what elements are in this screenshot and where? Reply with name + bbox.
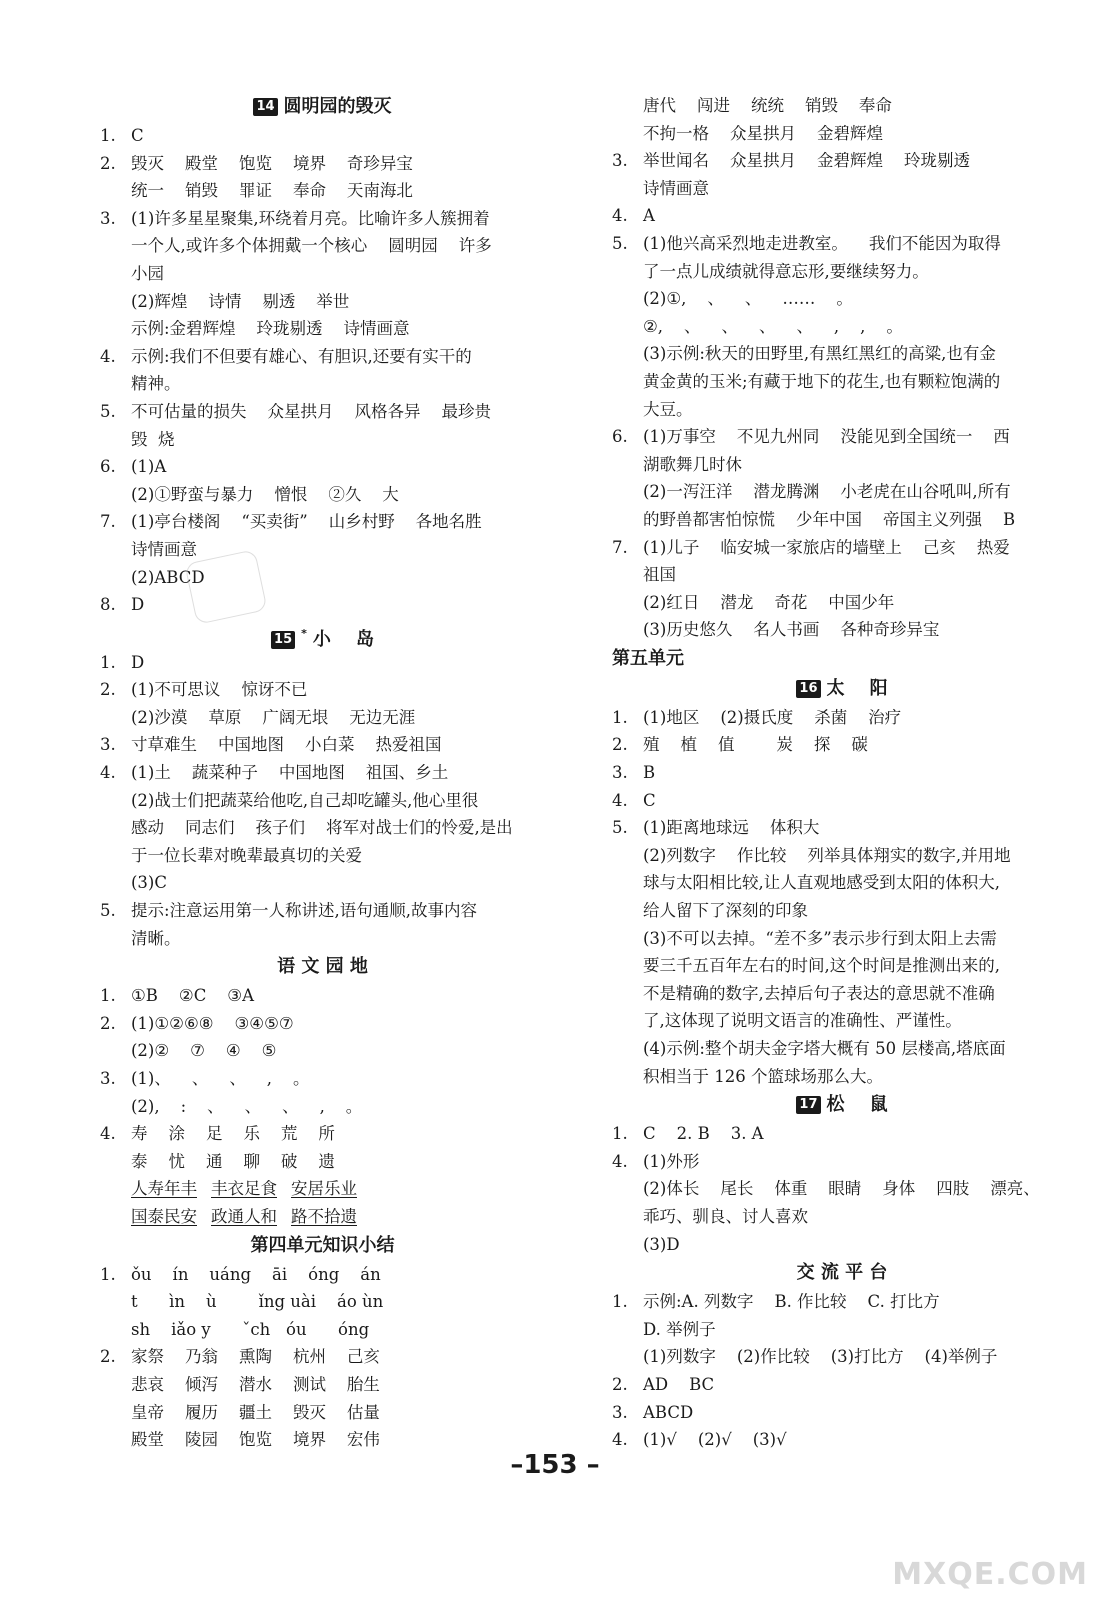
answer-line xyxy=(100,481,545,509)
answer-line xyxy=(100,982,545,1010)
answer-text: (2)② ⑦ ④ ⑤ xyxy=(131,1041,277,1061)
answer-line xyxy=(612,1035,1072,1063)
answer-line xyxy=(612,258,1072,286)
question-number: 2. xyxy=(612,1374,628,1394)
answer-line xyxy=(100,1288,545,1316)
answer-line xyxy=(100,1343,545,1371)
answer-line xyxy=(100,731,545,759)
answer-line xyxy=(100,1148,545,1176)
idiom-list xyxy=(131,1203,371,1231)
section-heading xyxy=(100,1231,545,1261)
answer-text: (3)历史悠久 名人书画 各种奇珍异宝 xyxy=(643,620,940,640)
answer-line xyxy=(612,423,1072,451)
answer-text: 示例:A. 列数字 B. 作比较 C. 打比方 xyxy=(643,1292,940,1312)
question-number: 4. xyxy=(612,790,628,810)
answer-text: (2)辉煌 诗情 剔透 举世 xyxy=(131,291,350,311)
answer-text: (4)示例:整个胡夫金字塔大概有 50 层楼高,塔底面 xyxy=(643,1039,1006,1058)
question-number: 5. xyxy=(612,233,628,253)
answer-line xyxy=(612,1343,1072,1371)
question-number: 1. xyxy=(100,126,116,145)
section-heading xyxy=(100,952,545,982)
answer-text: (1)许多星星聚集,环绕着月亮。比喻许多人簇拥着 xyxy=(131,208,490,228)
question-number: 1. xyxy=(612,707,628,727)
answer-text: (1)列数字 (2)作比较 (3)打比方 (4)举例子 xyxy=(643,1347,998,1367)
answer-text: ②, 、 、 、 、 , , 。 xyxy=(643,316,903,336)
answer-line xyxy=(100,536,545,564)
section-heading xyxy=(612,1090,1072,1120)
answer-text: (2)ABCD xyxy=(131,567,205,587)
answer-text: ①B ②C ③A xyxy=(131,986,255,1006)
answer-text: 于一位长辈对晚辈最真切的关爱 xyxy=(131,845,362,865)
answer-text: 一个人,或许多个体拥戴一个核心 圆明园 许多 xyxy=(131,236,492,256)
question-number: 1. xyxy=(100,652,116,672)
question-number: 6. xyxy=(612,427,628,447)
question-number: 5. xyxy=(100,901,116,921)
answer-text: 提示:注意运用第一人称讲述,语句通顺,故事内容 xyxy=(131,901,478,921)
lesson-number-badge: 15 xyxy=(271,631,295,649)
question-number: 2. xyxy=(100,153,116,173)
answer-text: 大豆。 xyxy=(643,399,693,419)
answer-text: 举世闻名 众星拱月 金碧辉煌 玲珑剔透 xyxy=(643,151,970,171)
answer-line xyxy=(100,1316,545,1344)
question-number: 2. xyxy=(100,680,116,700)
question-number: 7. xyxy=(100,512,116,532)
lesson-number-badge: 17 xyxy=(796,1096,820,1114)
question-number: 3. xyxy=(100,735,116,755)
section-title: 圆明园的毁灭 xyxy=(283,96,392,117)
answer-line xyxy=(100,1203,545,1231)
answer-line xyxy=(612,230,1072,258)
question-number: 2. xyxy=(100,1013,116,1033)
answer-text: 泰 忧 通 聊 破 遗 xyxy=(131,1151,335,1171)
answer-line xyxy=(100,787,545,815)
answer-text: t ìn ù ǐng uài áo ùn xyxy=(131,1292,384,1312)
answer-text: (1)不可思议 惊讶不已 xyxy=(131,680,308,700)
question-number: 4. xyxy=(100,1124,116,1144)
section-title: 小 岛 xyxy=(312,628,374,650)
answer-line xyxy=(612,1399,1072,1427)
answer-line xyxy=(612,1175,1072,1203)
answer-line xyxy=(612,313,1072,341)
answer-line xyxy=(612,952,1072,980)
question-number: 3. xyxy=(612,151,628,171)
answer-line xyxy=(612,1371,1072,1399)
answer-text: 皇帝 履历 疆土 毁灭 估量 xyxy=(131,1402,380,1422)
answer-text: 给人留下了深刻的印象 xyxy=(643,901,808,921)
answer-line xyxy=(100,508,545,536)
answer-text: (1)A xyxy=(131,457,167,477)
answer-text: 毁 烧 xyxy=(131,429,175,449)
watermark: MXQE.COM xyxy=(892,1557,1088,1592)
answer-text: 精神。 xyxy=(131,374,181,394)
answer-text: (1)儿子 临安城一家旅店的墙壁上 己亥 热爱 xyxy=(643,537,1010,557)
answer-text: C xyxy=(643,790,656,810)
answer-text: 清晰。 xyxy=(131,928,181,948)
answer-line xyxy=(100,1371,545,1399)
answer-line xyxy=(612,1007,1072,1035)
answer-text: (3)示例:秋天的田野里,有黑红黑红的高粱,也有金 xyxy=(643,344,996,364)
section-title: 太 阳 xyxy=(826,677,888,699)
answer-line xyxy=(612,787,1072,815)
answer-text: 示例:金碧辉煌 玲珑剔透 诗情画意 xyxy=(131,319,410,339)
answer-text: (2)沙漠 草原 广阔无垠 无边无涯 xyxy=(131,707,416,727)
answer-text: (2)一泻汪洋 潜龙腾渊 小老虎在山谷吼叫,所有 xyxy=(643,482,1011,502)
answer-line xyxy=(612,202,1072,230)
answer-text: (2)①, 、 、 …… 。 xyxy=(643,289,853,309)
answer-line xyxy=(100,1065,545,1093)
idiom-answer: 国泰民安 xyxy=(131,1206,197,1226)
lesson-number-badge: 14 xyxy=(253,98,277,116)
answer-line xyxy=(612,1203,1072,1231)
answer-line xyxy=(100,453,545,481)
answer-text: 悲哀 倾泻 潜水 测试 胎生 xyxy=(131,1374,380,1394)
answer-line xyxy=(100,925,545,953)
answer-line xyxy=(100,759,545,787)
question-number: 3. xyxy=(612,1402,628,1422)
answer-text: (2)列数字 作比较 列举具体翔实的数字,并用地 xyxy=(643,845,1011,865)
answer-line xyxy=(100,1261,545,1289)
answer-line xyxy=(100,591,545,619)
answer-text: 祖国 xyxy=(643,565,676,585)
answer-line xyxy=(612,478,1072,506)
answer-text: (2)①野蛮与暴力 憎恨 ②久 大 xyxy=(131,484,399,504)
answer-text: (2), : 、 、 、 , 。 xyxy=(131,1096,363,1116)
answer-line xyxy=(612,285,1072,313)
answer-line xyxy=(100,260,545,288)
question-number: 8. xyxy=(100,595,116,615)
answer-text: C xyxy=(131,126,144,145)
answer-text: (1)他兴高采烈地走进教室。 我们不能因为取得 xyxy=(643,233,1001,253)
question-number: 5. xyxy=(100,401,116,421)
question-number: 7. xyxy=(612,537,628,557)
answer-text: 寿 涂 足 乐 荒 所 xyxy=(131,1124,335,1144)
answer-text: 了一点儿成绩就得意忘形,要继续努力。 xyxy=(643,261,929,281)
answer-text: D. 举例子 xyxy=(643,1319,716,1339)
answer-line xyxy=(100,897,545,925)
answer-line xyxy=(612,980,1072,1008)
question-number: 3. xyxy=(100,1069,116,1088)
answer-line xyxy=(612,1316,1072,1344)
answer-line xyxy=(612,396,1072,424)
answer-line xyxy=(612,451,1072,479)
section-heading xyxy=(100,92,545,122)
answer-text: B xyxy=(643,763,656,783)
answer-text: 黄金黄的玉米;有藏于地下的花生,也有颗粒饱满的 xyxy=(643,371,1001,391)
answer-text: 球与太阳相比较,让人直观地感受到太阳的体积大, xyxy=(643,873,1000,893)
answer-text: 诗情画意 xyxy=(643,178,709,198)
answer-line xyxy=(100,426,545,454)
answer-line xyxy=(612,340,1072,368)
answer-line xyxy=(612,1063,1072,1091)
answer-line xyxy=(100,704,545,732)
answer-line xyxy=(100,343,545,371)
answer-text: (1)土 蔬菜种子 中国地图 祖国、乡土 xyxy=(131,763,449,783)
answer-line xyxy=(612,368,1072,396)
answer-text: 乖巧、驯良、讨人喜欢 xyxy=(643,1206,808,1226)
question-number: 4. xyxy=(612,1430,628,1450)
answer-text: 寸草难生 中国地图 小白菜 热爱祖国 xyxy=(131,735,442,755)
answer-line xyxy=(612,506,1072,534)
section-title: 第四单元知识小结 xyxy=(250,1234,395,1256)
answer-line xyxy=(612,704,1072,732)
answer-text: C 2. B 3. A xyxy=(643,1124,764,1144)
answer-text: 小园 xyxy=(131,263,164,283)
answer-text: (1)、 、 、 , 。 xyxy=(131,1069,310,1088)
answer-line xyxy=(100,1175,545,1203)
answer-text: 了,这体现了说明文语言的准确性、严谨性。 xyxy=(643,1011,962,1031)
answer-line xyxy=(612,561,1072,589)
question-number: 2. xyxy=(100,1347,116,1367)
page-number: –153 – xyxy=(510,1450,600,1480)
answer-text: 感动 同志们 孩子们 将军对战士们的怜爱,是出 xyxy=(131,818,513,838)
question-number: 1. xyxy=(100,1264,116,1284)
left-column xyxy=(100,92,545,1454)
answer-line xyxy=(612,589,1072,617)
answer-line xyxy=(612,175,1072,203)
answer-line xyxy=(612,1231,1072,1259)
optional-lesson-mark: * xyxy=(301,626,307,640)
answer-text: 家祭 乃翁 熏陶 杭州 己亥 xyxy=(131,1347,380,1367)
answer-text: (1)亭台楼阁 “买卖街” 山乡村野 各地名胜 xyxy=(131,512,482,532)
answer-text: (3)不可以去掉。“差不多”表示步行到太阳上去需 xyxy=(643,928,997,948)
answer-line xyxy=(612,759,1072,787)
question-number: 1. xyxy=(100,986,116,1006)
answer-text: (3)D xyxy=(643,1234,680,1254)
question-number: 4. xyxy=(612,206,628,226)
answer-line xyxy=(100,676,545,704)
answer-line xyxy=(612,92,1072,120)
answer-text: 示例:我们不但要有雄心、有胆识,还要有实干的 xyxy=(131,346,472,366)
idiom-answer: 人寿年丰 xyxy=(131,1179,197,1199)
answer-line xyxy=(100,842,545,870)
answer-text: (1)万事空 不见九州同 没能见到全国统一 西 xyxy=(643,427,1010,447)
answer-text: sh iǎo y ˇch óu óng xyxy=(131,1319,370,1339)
answer-text: 不是精确的数字,去掉后句子表达的意思就不准确 xyxy=(643,983,995,1003)
answer-line xyxy=(100,150,545,178)
answer-line xyxy=(612,1120,1072,1148)
section-title: 语 文 园 地 xyxy=(277,956,368,978)
idiom-answer: 路不拾遗 xyxy=(291,1206,357,1226)
answer-text: 不拘一格 众星拱月 金碧辉煌 xyxy=(643,123,883,143)
answer-line xyxy=(612,731,1072,759)
answer-text: 统一 销毁 罪证 奉命 天南海北 xyxy=(131,181,413,201)
answer-line xyxy=(612,897,1072,925)
answer-text: 唐代 闯进 统统 销毁 奉命 xyxy=(643,96,892,115)
question-number: 4. xyxy=(612,1151,628,1171)
idiom-answer: 丰衣足食 xyxy=(211,1179,277,1199)
answer-text: (1)√ (2)√ (3)√ xyxy=(643,1430,787,1450)
answer-text: 湖歌舞几时休 xyxy=(643,454,742,474)
question-number: 5. xyxy=(612,818,628,838)
answer-text: ABCD xyxy=(643,1402,694,1422)
question-number: 4. xyxy=(100,346,116,366)
answer-line xyxy=(612,147,1072,175)
section-heading xyxy=(100,619,545,649)
answer-line xyxy=(100,649,545,677)
answer-text: 积相当于 126 个篮球场那么大。 xyxy=(643,1066,883,1086)
answer-line xyxy=(100,1399,545,1427)
question-number: 3. xyxy=(100,208,116,228)
answer-line xyxy=(100,398,545,426)
answer-line xyxy=(100,564,545,592)
answer-line xyxy=(100,1093,545,1121)
answer-text: (1)距离地球远 体积大 xyxy=(643,818,820,838)
answer-line xyxy=(612,120,1072,148)
answer-text: A xyxy=(643,206,655,226)
answer-line xyxy=(612,869,1072,897)
answer-line xyxy=(100,315,545,343)
answer-text: (2)体长 尾长 体重 眼睛 身体 四肢 漂亮、 xyxy=(643,1179,1040,1199)
answer-text: (2)战士们把蔬菜给他吃,自己却吃罐头,他心里很 xyxy=(131,790,479,810)
lesson-number-badge: 16 xyxy=(796,680,820,698)
answer-line xyxy=(100,232,545,260)
answer-line xyxy=(100,288,545,316)
answer-line xyxy=(612,534,1072,562)
answer-line xyxy=(100,205,545,233)
section-heading xyxy=(612,1258,1072,1288)
answer-line xyxy=(612,842,1072,870)
answer-text: 不可估量的损失 众星拱月 风格各异 最珍贵 xyxy=(131,401,491,421)
section-title: 松 鼠 xyxy=(826,1094,888,1116)
right-column xyxy=(612,92,1072,1454)
answer-text: ǒu ín uáng āi óng án xyxy=(131,1264,381,1284)
question-number: 2. xyxy=(612,735,628,755)
answer-line xyxy=(100,370,545,398)
answer-text: 殿堂 陵园 饱览 境界 宏伟 xyxy=(131,1430,380,1450)
answer-line xyxy=(100,122,545,150)
idiom-answer: 安居乐业 xyxy=(291,1179,357,1199)
answer-text: (2)红日 潜龙 奇花 中国少年 xyxy=(643,592,895,612)
unit-title: 第五单元 xyxy=(612,647,684,669)
answer-line xyxy=(100,869,545,897)
answer-line xyxy=(612,925,1072,953)
answer-line xyxy=(612,616,1072,644)
idiom-answer: 政通人和 xyxy=(211,1206,277,1226)
answer-line xyxy=(100,1120,545,1148)
answer-text: 要三千五百年左右的时间,这个时间是推测出来的, xyxy=(643,956,1000,976)
answer-line xyxy=(100,177,545,205)
answer-line xyxy=(100,1010,545,1038)
answer-line xyxy=(612,1288,1072,1316)
section-heading xyxy=(612,674,1072,704)
answer-text: 的野兽都害怕惊慌 少年中国 帝国主义列强 B xyxy=(643,509,1016,529)
question-number: 1. xyxy=(612,1292,628,1312)
idiom-list xyxy=(131,1175,371,1203)
answer-text: 诗情画意 xyxy=(131,539,197,559)
answer-text: (1)外形 xyxy=(643,1151,700,1171)
question-number: 4. xyxy=(100,763,116,783)
answer-text: (1)①②⑥⑧ ③④⑤⑦ xyxy=(131,1013,294,1033)
answer-text: (1)地区 (2)摄氏度 杀菌 治疗 xyxy=(643,707,902,727)
question-number: 1. xyxy=(612,1124,628,1144)
answer-line xyxy=(612,1148,1072,1176)
question-number: 6. xyxy=(100,457,116,477)
answer-text: 毁灭 殿堂 饱览 境界 奇珍异宝 xyxy=(131,153,413,173)
answer-line xyxy=(612,814,1072,842)
answer-text: (3)C xyxy=(131,873,167,893)
answer-text: 殖 植 值 炭 探 碳 xyxy=(643,735,868,755)
answer-line xyxy=(100,814,545,842)
answer-text: D xyxy=(131,595,145,615)
answer-text: D xyxy=(131,652,145,672)
question-number: 3. xyxy=(612,763,628,783)
section-title: 交 流 平 台 xyxy=(796,1262,888,1284)
answer-line xyxy=(100,1037,545,1065)
answer-text: AD BC xyxy=(643,1374,715,1394)
